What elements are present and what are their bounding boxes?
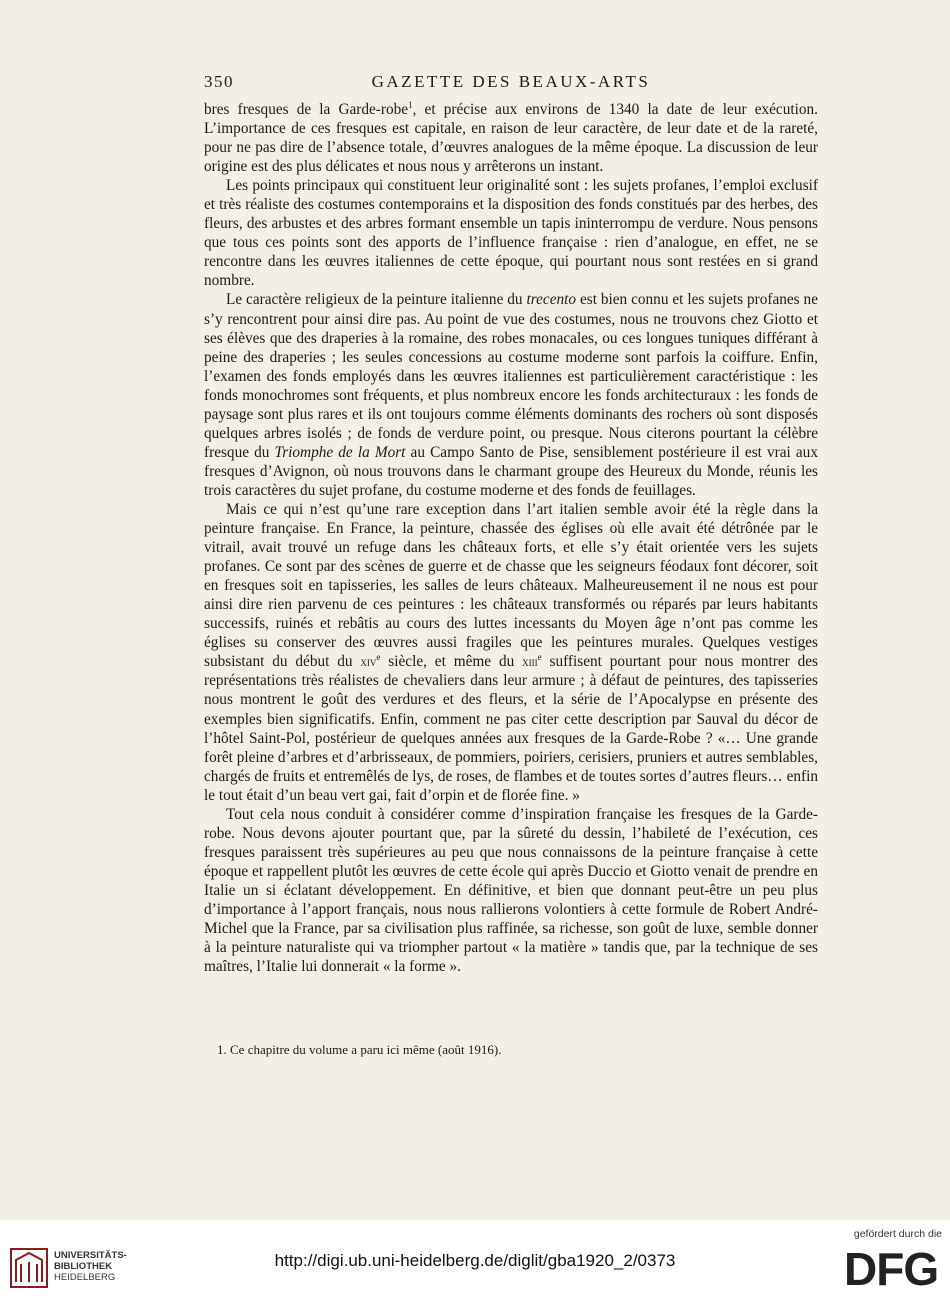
page-number: 350: [204, 72, 234, 91]
paragraph-2: Les points principaux qui constituent leur originalité sont : les sujets profanes, l’emploi exclusif et très réaliste des costumes contemporains et la disposition des fonds constitués par des herbes, des fleurs, des arbustes et des arbres formant ensemble un tapis ininterrompu de verdure. Nous pensons que tous ces points sont des apports de l’influence française : rien d’analogue, en effet, ne se rencontre dans les œuvres italiennes de cette époque, qui pourtant nous sont restées en si grand nombre.: [204, 177, 818, 290]
article-body: [204, 100, 818, 976]
running-head: [204, 72, 818, 96]
superscript-e: e: [537, 652, 542, 663]
italic-artwork-title: Triomphe de la Mort: [274, 443, 406, 461]
paragraph-4-part-a: Mais ce qui n’est qu’une rare exception dans l’art italien semble avoir été la règle dans la peinture française. En France, la peinture, chassée des églises où elle avait été détrônée par le vitrail, avait trouvé un refuge dans les châteaux forts, et elle s’y était orientée vers les sujets profanes. Ce sont par des scènes de guerre et de chasse que les seigneurs féodaux font décorer, soit en fresques soit en tapisseries, les salles de leurs châteaux. Malheureusement il ne nous est pour ainsi dire rien parvenu de ces peintures : les châteaux transformés ou réparés par leurs habitants successifs, ruinés et rebâtis au cours des luttes incessants du Moyen âge n’ont pas comme les églises su conserver des œuvres aussi fragiles que les peintures murales. Quelques vestiges subsistant du début du: [204, 500, 818, 671]
viewer-footer: [0, 1220, 950, 1308]
paragraph-3-part-a: Le caractère religieux de la peinture italienne du: [226, 291, 523, 309]
paragraph-4: [204, 500, 818, 805]
century-numeral-xiii: xiii: [522, 654, 538, 670]
footnote-number: 1.: [217, 1042, 227, 1057]
paragraph-3: [204, 290, 818, 500]
dfg-logo[interactable]: [836, 1228, 944, 1304]
dfg-wordmark: DFG: [844, 1243, 939, 1295]
paragraph-3-part-c: au Campo Santo de Pise, sensiblement postérieure il est vrai aux fresques d’Avignon, où nous trouvons dans le charmant groupe des Heureux du Monde, réunis les trois caractères du sujet profane, du costume moderne et des fonds de feuillages.: [204, 443, 818, 499]
library-name-line-1: UNIVERSITÄTS-: [54, 1250, 127, 1261]
library-name-line-3: HEIDELBERG: [54, 1272, 116, 1283]
journal-title: GAZETTE DES BEAUX-ARTS: [371, 72, 651, 91]
footnote-reference: 1: [408, 99, 413, 110]
century-numeral-xiv: xiv: [360, 654, 377, 670]
paragraph-1-start: bres fresques de la Garde-robe: [204, 101, 409, 118]
paragraph-4-part-c: suffisent pourtant pour nous montrer des représentations très réalistes de chevaliers dans leur armure ; à défaut de peintures, des tapisseries nous montrent le goût des verdures et des fleurs, et la série de l’Apocalypse en présente des exemples bien significatifs. Enfin, comment ne pas citer cette description par Sauval du décor de l’hôtel Saint-Pol, postérieur de quelques années aux fresques de la Garde-Robe ? «… Une grande forêt pleine d’arbres et d’arbrisseaux, de pommiers, poiriers, cerisiers, pruniers et autres semblables, chargés de fruits et entremêlés de lys, de roses, de flambes et de toutes sortes d’autres fleurs… enfin le tout était d’un beau vert gai, fait d’orpin et de florée fine. »: [204, 653, 818, 804]
funding-caption: gefördert durch die: [853, 1228, 942, 1240]
permalink-url[interactable]: http://digi.ub.uni-heidelberg.de/diglit/gba1920_2/0373: [274, 1251, 676, 1270]
paragraph-1: [204, 100, 818, 176]
footnote: [217, 1042, 817, 1058]
paragraph-1-rest: , et précise aux environs de 1340 la date de leur exécution. L’importance de ces fresques est capitale, en raison de leur caractère, de leur date et de la rareté, pour ne pas dire de l’absence totale, d’œuvres analogues de la même époque. La discussion de leur origine est des plus délicates et nous nous y arrêterons un instant.: [204, 101, 818, 176]
superscript-e: e: [376, 652, 381, 663]
paragraph-5: Tout cela nous conduit à considérer comme d’inspiration française les fresques de la Garde-robe. Nous devons ajouter pourtant que, par la sûreté du dessin, l’habileté de l’exécution, ces fresques paraissent très supérieures au peu que nous connaissons de la peinture française à cette époque et rappellent plutôt les œuvres de cette école qui après Duccio et Giotto venait de prendre en Italie un si éclatant développement. En définitive, et bien que donnant peut-être un peu plus d’importance à l’apport français, nous nous rallierons volontiers à cette formule de Robert André-Michel que la France, par sa civilisation plus raffinée, sa richesse, son goût de luxe, semble donner à la peinture naturaliste qui va triompher partout « la matière » tandis que, par la technique de ses maîtres, l’Italie lui donnerait « la forme ».: [204, 805, 818, 976]
library-name-line-2: BIBLIOTHEK: [54, 1261, 113, 1272]
paragraph-4-part-b: siècle, et même du: [388, 653, 515, 671]
footnote-text: Ce chapitre du volume a paru ici même (août 1916).: [230, 1042, 502, 1057]
italic-trecento: trecento: [526, 291, 577, 309]
paragraph-3-part-b: est bien connu et les sujets profanes ne s’y rencontrent pour ainsi dire pas. Au point de vue des costumes, nous ne trouvons chez Giotto et ses élèves que des draperies à la romaine, des robes monacales, ou ces longues tuniques différant à peine des draperies ; les seules concessions au costume moderne sont parfois la coiffure. Enfin, l’examen des fonds employés dans les œuvres italiennes est particulièrement caractéristique : les fonds monochromes sont fréquents, et plus nombreux encore les fonds architecturaux : les fonds de paysage sont plus rares et ils ont toujours comme éléments dominants des rochers où sont disposés quelques arbres isolés ; de fonds de verdure point, ou presque. Nous citerons pourtant la célèbre fresque du: [204, 291, 818, 461]
